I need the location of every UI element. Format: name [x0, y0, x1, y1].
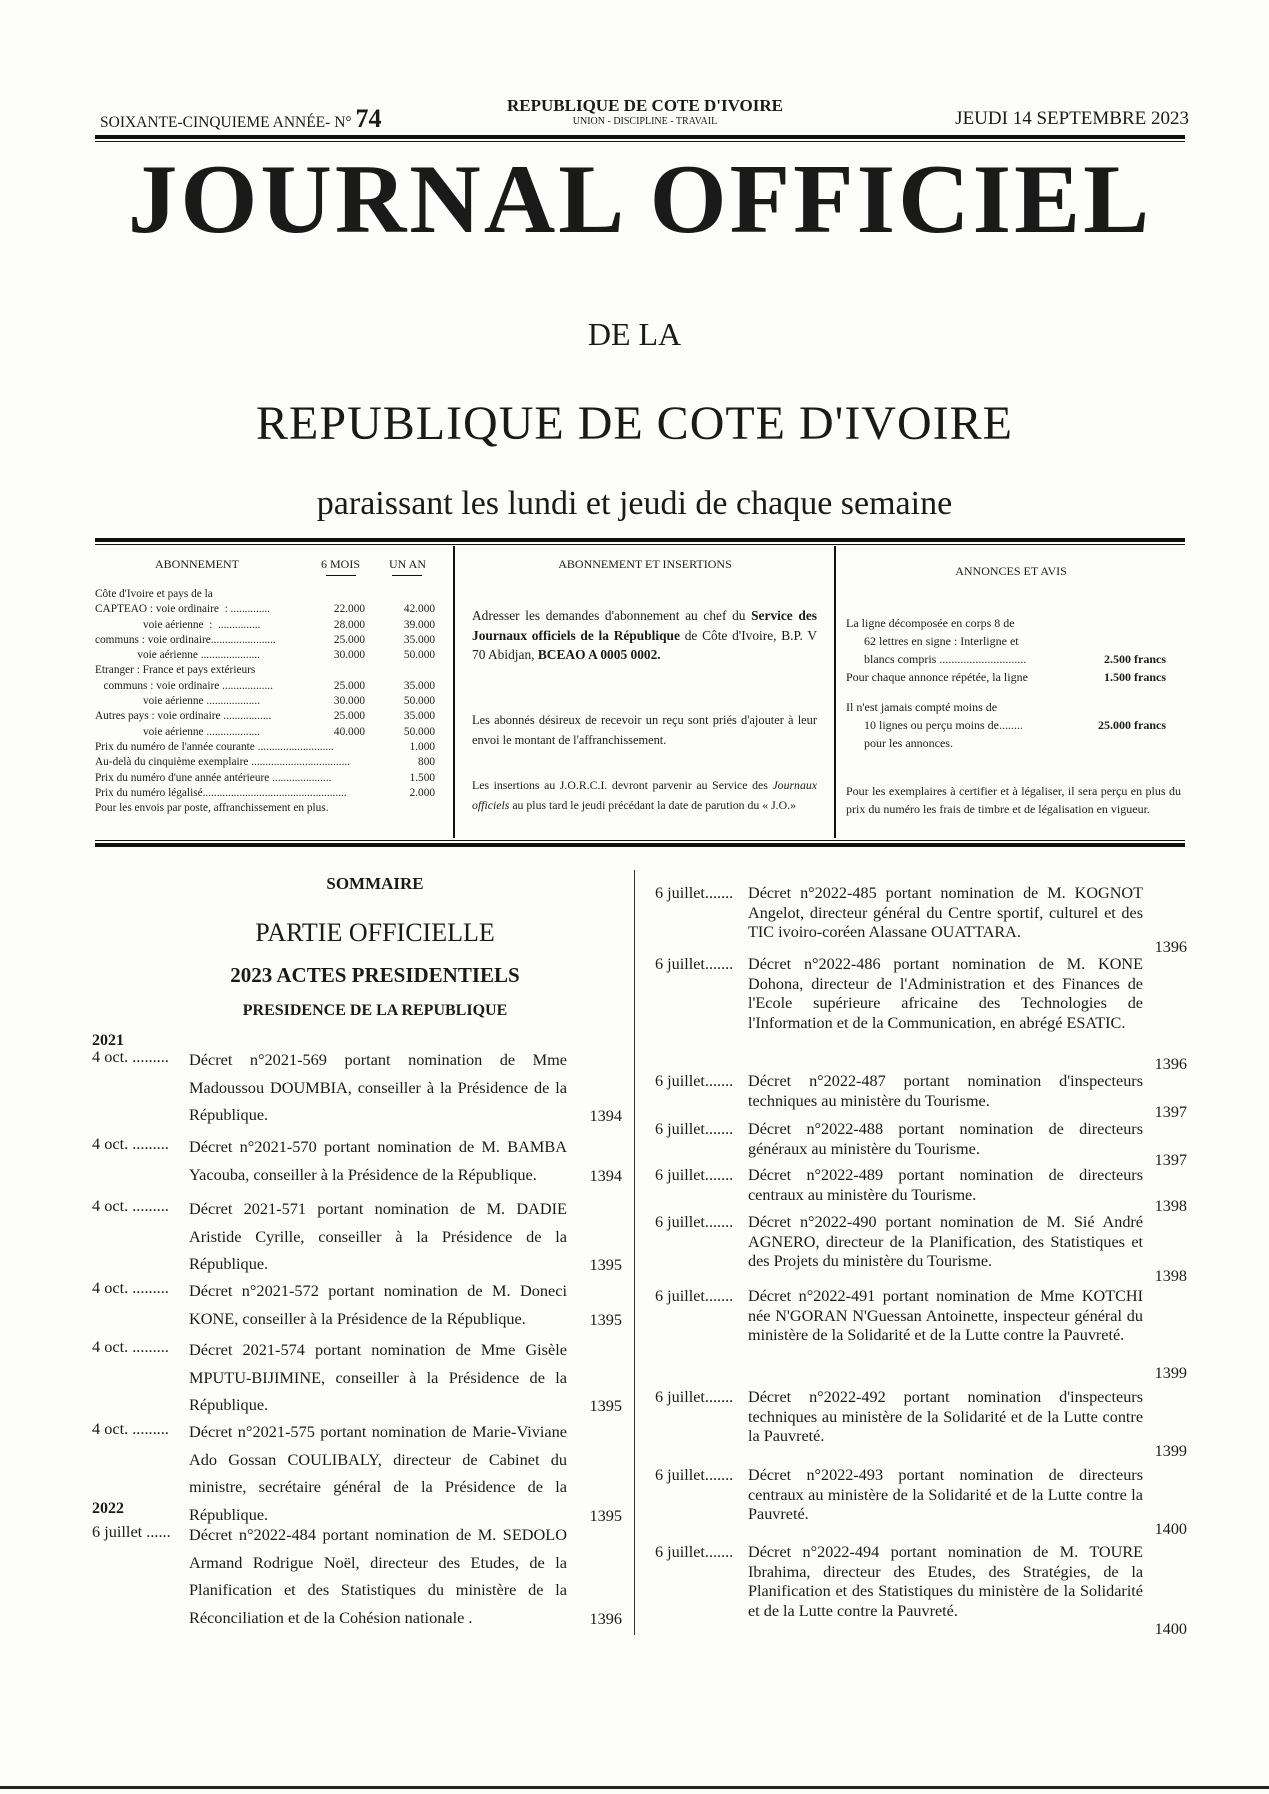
subscription-row-6m: 28.000 [333, 618, 365, 631]
entry-page: 1400 [1154, 1620, 1187, 1638]
insertions-p3-em: Journaux officiels [472, 778, 817, 812]
entry-page: 1399 [1154, 1364, 1187, 1382]
subscription-row-1y: 42.000 [403, 603, 435, 616]
issue-date: JEUDI 14 SEPTEMBRE 2023 [955, 108, 1189, 129]
entry-page: 1399 [1154, 1442, 1187, 1460]
subscription-row-label: voie aérienne ................... [95, 725, 261, 738]
entry-date: 6 juillet....... [655, 1543, 734, 1561]
subscription-row-1y: 50.000 [403, 695, 435, 708]
annonces-l4: Pour chaque annonce répétée, la ligne [846, 670, 1028, 684]
entry-date: 6 juillet....... [655, 1466, 734, 1484]
subscription-row-1y: 35.000 [403, 633, 435, 646]
insertions-service: Service des Journaux officiels de la République [472, 608, 817, 643]
box-divider-2 [834, 546, 836, 838]
subscription-row [95, 801, 435, 816]
entry-page: 1395 [589, 1505, 622, 1525]
entry-text: Décret n°2022-489 portant nomination de directeurs centraux au ministère du Tourisme. [748, 1166, 1143, 1204]
page-bottom-rule [0, 1786, 1269, 1789]
insertions-p3-a: Les insertions au J.O.R.C.I. devront parvenir au Service des [472, 778, 768, 792]
subscription-row-6m [347, 786, 386, 801]
box-top-rule-thin [95, 544, 1185, 545]
year-label-text: SOIXANTE-CINQUIEME ANNÉE- N° [100, 114, 352, 131]
subscription-row-1y [375, 801, 435, 816]
entry-date: 6 juillet....... [655, 1213, 734, 1231]
issue-year-label [100, 104, 381, 134]
subscription-row-label: voie aérienne ................... [95, 695, 261, 708]
header-country [480, 96, 810, 127]
subscription-row [95, 618, 435, 633]
subscription-row-1y: 1.000 [409, 740, 435, 753]
partie-officielle: PARTIE OFFICIELLE [255, 918, 495, 947]
subscription-row-6m: 40.000 [333, 725, 365, 738]
subscription-row-6m [329, 801, 376, 816]
entry-date: 6 juillet....... [655, 955, 734, 973]
subscription-head-6m: 6 MOIS [321, 557, 361, 571]
entry-text: Décret n°2022-484 portant nomination de M. SEDOLO Armand Rodrigue Noël, directeur des Etudes, de la Planification et des Statistiques du ministère de la Réconciliation et de la Cohésion nationale . [189, 1525, 567, 1627]
subscription-row-6m: 30.000 [333, 695, 365, 708]
subscription-row-1y [365, 663, 435, 678]
subscription-row [95, 633, 435, 648]
entry-date: 4 oct. ......... [92, 1337, 169, 1356]
subscription-row-label: Pour les envois par poste, affranchissement en plus. [95, 802, 329, 815]
masthead-de-la: DE LA [587, 316, 682, 352]
subscription-row-1y: 35.000 [403, 679, 435, 692]
subscription-row [95, 755, 435, 770]
annonces-row-repeat [846, 668, 1166, 686]
national-motto: UNION - DISCIPLINE - TRAVAIL [572, 116, 718, 127]
country-name: REPUBLIQUE DE COTE D'IVOIRE [507, 96, 783, 115]
subscription-row [95, 663, 435, 678]
subscription-row [95, 725, 435, 740]
subscription-row-6m [310, 587, 365, 602]
entry-text: Décret n°2022-492 portant nomination d'inspecteurs techniques au ministère de la Solidarité et de la Lutte contre la Pauvreté. [748, 1388, 1143, 1446]
entry-page: 1395 [589, 1255, 622, 1274]
entry-date: 6 juillet....... [655, 1120, 734, 1138]
annonces-l3-price: 2.500 francs [1104, 652, 1166, 666]
annonces-l3: blancs compris ............................. [864, 652, 1027, 666]
entry-date: 6 juillet....... [655, 1166, 734, 1184]
annonces-l6-price: 25.000 francs [1098, 718, 1166, 732]
masthead-republic: REPUBLIQUE DE COTE D'IVOIRE [256, 397, 1013, 450]
subscription-row-label: communs : voie ordinaire....................... [95, 633, 276, 646]
annonces-legalisation: Pour les exemplaires à certifier et à légaliser, il sera perçu en plus du prix du numéro les frais de timbre et de légalisation en vigueur. [846, 784, 1181, 816]
annonces-l2: 62 lettres en signe : Interligne et [864, 634, 1019, 648]
entry-text: Décret n°2022-488 portant nomination de directeurs généraux au ministère du Tourisme. [748, 1120, 1143, 1158]
subscription-row-label: Autres pays : voie ordinaire ................. [95, 710, 272, 723]
subscription-row-label: Au-delà du cinquième exemplaire ................................... [95, 756, 351, 769]
subscription-row-label: Côte d'Ivoire et pays de la [95, 588, 213, 600]
entry-text: Décret n°2021-569 portant nomination de Mme Madoussou DOUMBIA, conseiller à la Présidence de la République. [189, 1050, 567, 1124]
subscription-row-label: communs : voie ordinaire .................. [95, 679, 273, 692]
subscription-row-1y: 35.000 [403, 710, 435, 723]
entry-page: 1400 [1154, 1520, 1187, 1538]
entry-date: 4 oct. ......... [92, 1278, 169, 1297]
subscription-row [95, 587, 435, 602]
entry-page: 1398 [1154, 1267, 1187, 1285]
subscription-row [95, 602, 435, 617]
subscription-row-label: voie aérienne : ............... [95, 618, 261, 631]
box-top-rule [95, 538, 1185, 542]
entry-text: Décret n°2022-485 portant nomination de M. KOGNOT Angelot, directeur général du Centre sportif, culturel et des TIC ivoiro-coréen Alassane OUATTARA. [748, 884, 1143, 942]
subscription-row-6m: 30.000 [333, 649, 365, 662]
insertions-p1-rest: de Côte d'Ivoire, B.P. V 70 Abidjan, [472, 627, 818, 662]
entry-page: 1395 [589, 1309, 622, 1329]
entry-page: 1398 [1154, 1197, 1187, 1215]
entry-text: Décret 2021-574 portant nomination de Mme Gisèle MPUTU-BIJIMINE, conseiller à la Présidence de la République. [189, 1340, 567, 1414]
insertions-address [472, 606, 817, 665]
entry-text: Décret n°2022-490 portant nomination de M. Sié André AGNERO, directeur de la Planification, des Statistiques et des Projets du ministère du Tourisme. [748, 1213, 1143, 1271]
subscription-row-6m [350, 755, 387, 770]
subscription-row-label: Prix du numéro légalisé................................................... [95, 786, 347, 799]
subscription-row [95, 771, 435, 786]
issue-number: 74 [355, 104, 382, 133]
insertions-bceao: BCEAO A 0005 0002. [537, 647, 661, 662]
annonces-l1: La ligne décomposée en corps 8 de [846, 616, 1015, 630]
head-underline-1y [392, 575, 422, 576]
subscription-row-6m: 25.000 [333, 633, 365, 646]
box-divider-1 [453, 546, 455, 838]
actes-presidentiels: 2023 ACTES PRESIDENTIELS [230, 963, 520, 987]
entry-date: 6 juillet....... [655, 884, 734, 902]
subscription-head-label: ABONNEMENT [155, 557, 239, 571]
entry-page: 1396 [589, 1608, 622, 1628]
subscription-row-6m [310, 663, 365, 678]
subscription-row [95, 679, 435, 694]
presidence-heading: PRESIDENCE DE LA REPUBLIQUE [242, 1002, 508, 1019]
entry-text: Décret n°2022-491 portant nomination de Mme KOTCHI née N'GORAN N'Guessan Antoinette, inspecteur général du ministère de la Solidarité et de la Lutte contre la Pauvreté. [748, 1287, 1143, 1345]
header-rule-thick [95, 135, 1185, 139]
subscription-row-label: voie aérienne ..................... [95, 649, 261, 662]
subscription-row [95, 740, 435, 755]
entry-text: Décret n°2021-572 portant nomination de M. Doneci KONE, conseiller à la Présidence de la République. [189, 1281, 567, 1328]
subscription-table [95, 587, 435, 816]
insertions-p1: Adresser les demandes d'abonnement au chef du [472, 608, 746, 623]
publication-frequency: paraissant les lundi et jeudi de chaque semaine [316, 485, 953, 522]
year-2021: 2021 [92, 1032, 124, 1049]
subscription-row-1y: 39.000 [403, 618, 435, 631]
entry-date: 6 juillet ...... [92, 1522, 171, 1541]
head-underline-6m [326, 575, 356, 576]
entry-page: 1396 [1154, 938, 1187, 956]
entry-date: 6 juillet....... [655, 1388, 734, 1406]
insertions-receipt: Les abonnés désireux de recevoir un reçu sont priés d'ajouter à leur envoi le montant de l'affranchissement. [472, 713, 817, 747]
subscription-row-1y [365, 587, 435, 602]
sommaire-column-divider [634, 870, 635, 1635]
subscription-row-1y: 50.000 [403, 649, 435, 662]
insertions-deadline [472, 776, 817, 815]
subscription-row-6m: 25.000 [333, 679, 365, 692]
subscription-row-6m: 25.000 [333, 710, 365, 723]
annonces-row-base [846, 650, 1166, 668]
entry-page: 1397 [1154, 1103, 1187, 1121]
entry-text: Décret n°2022-487 portant nomination d'inspecteurs techniques au ministère du Tourisme. [748, 1072, 1143, 1110]
subscription-row-1y: 1.500 [409, 771, 435, 784]
annonces-rates [846, 614, 1166, 752]
annonces-l4-price: 1.500 francs [1104, 670, 1166, 684]
subscription-row-label: CAPTEAO : voie ordinaire : .............. [95, 603, 271, 616]
subscription-row-6m: 22.000 [333, 603, 365, 616]
entry-page: 1394 [589, 1106, 622, 1125]
subscription-row [95, 694, 435, 709]
entry-page: 1396 [1154, 1055, 1187, 1073]
entry-text: Décret 2021-571 portant nomination de M. DADIE Aristide Cyrille, conseiller à la Présidence de la République. [189, 1199, 567, 1273]
subscription-row-6m [334, 740, 378, 755]
entry-text: Décret n°2021-570 portant nomination de M. BAMBA Yacouba, conseiller à la Présidence de la République. [189, 1137, 567, 1184]
entry-date: 4 oct. ......... [92, 1134, 169, 1153]
box-bottom-rule-thin [95, 840, 1185, 841]
entry-text: Décret n°2022-494 portant nomination de M. TOURE Ibrahima, directeur des Etudes, des Stratégies, de la Planification et des Statistiques du ministère de la Solidarité et de la Lutte contre la Pauvreté. [748, 1543, 1143, 1620]
subscription-row-6m [331, 771, 377, 786]
insertions-title: ABONNEMENT ET INSERTIONS [558, 557, 732, 571]
subscription-head-1y: UN AN [389, 557, 427, 571]
masthead-title: JOURNAL OFFICIEL [127, 145, 1153, 254]
annonces-l7: pour les annonces. [864, 736, 953, 750]
sommaire-title: SOMMAIRE [326, 874, 424, 893]
subscription-row-1y: 2.000 [409, 786, 435, 799]
subscription-row [95, 709, 435, 724]
entry-date: 6 juillet....... [655, 1287, 734, 1305]
subscription-row [95, 786, 435, 801]
subscription-row-label: Etranger : France et pays extérieurs [95, 664, 256, 677]
subscription-row-1y: 800 [418, 756, 435, 769]
insertions-p3-b: au plus tard le jeudi précédant la date de parution du « J.O.» [512, 797, 797, 812]
entry-date: 4 oct. ......... [92, 1196, 169, 1215]
entry-page: 1397 [1154, 1151, 1187, 1169]
entry-date: 4 oct. ......... [92, 1419, 169, 1438]
box-bottom-rule [95, 843, 1185, 847]
subscription-row-1y: 50.000 [403, 725, 435, 738]
subscription-row-label: Prix du numéro de l'année courante ........................... [95, 740, 334, 753]
entry-page: 1394 [589, 1165, 622, 1185]
entry-text: Décret n°2021-575 portant nomination de Marie-Viviane Ado Gossan COULIBALY, directeur de Cabinet du ministre, secrétaire général de la Présidence de la République. [189, 1422, 567, 1524]
subscription-row-label: Prix du numéro d'une année antérieure ..................... [95, 771, 332, 784]
entry-text: Décret n°2022-493 portant nomination de directeurs centraux au ministère de la Solidarité et de la Lutte contre la Pauvreté. [748, 1466, 1143, 1524]
entry-date: 4 oct. ......... [92, 1047, 169, 1066]
annonces-row-min [846, 716, 1166, 734]
annonces-l6: 10 lignes ou perçu moins de........ [864, 718, 1023, 732]
year-2022: 2022 [92, 1500, 124, 1517]
header-rule-thin [95, 141, 1185, 142]
entry-date: 6 juillet....... [655, 1072, 734, 1090]
entry-text: Décret n°2022-486 portant nomination de M. KONE Dohona, directeur de l'Administration et des Finances de l'Ecole supérieure africaine des Technologies de l'Information et de la Communication, en abrégé ESATIC. [748, 955, 1143, 1032]
annonces-l5: Il n'est jamais compté moins de [846, 700, 998, 714]
entry-page: 1395 [589, 1396, 622, 1415]
annonces-title: ANNONCES ET AVIS [955, 564, 1067, 578]
subscription-row [95, 648, 435, 663]
